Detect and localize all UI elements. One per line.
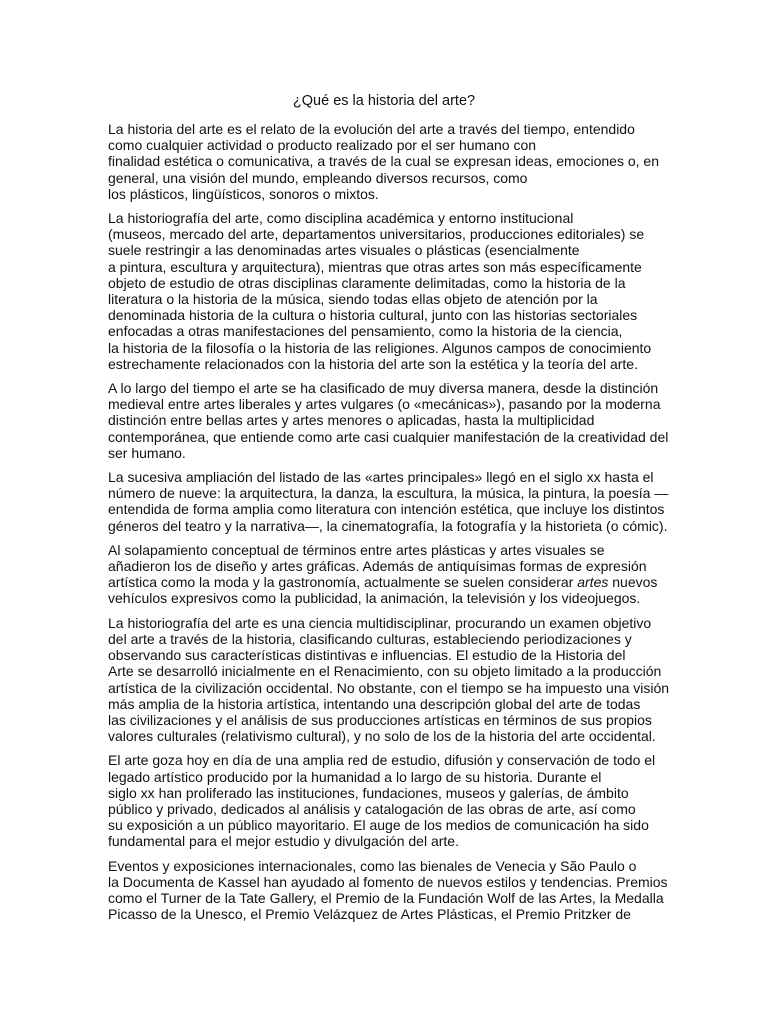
text-line: denominada historia de la cultura o historia cultural, junto con las historias sectoriales <box>108 307 638 324</box>
text-line: Arte se desarrolló inicialmente en el Renacimiento, con su objeto limitado a la producción <box>108 663 662 680</box>
text-line: las civilizaciones y el análisis de sus producciones artísticas en términos de sus propios <box>108 711 652 728</box>
text-line: La sucesiva ampliación del listado de las «artes principales» llegó en el siglo xx hasta el <box>108 469 654 486</box>
text-line: como cualquier actividad o producto realizado por el ser humano con <box>108 137 537 154</box>
text-line: ser humano. <box>108 444 186 461</box>
text-line: medieval entre artes liberales y artes vulgares (o «mecánicas»), pasando por la moderna <box>108 396 661 413</box>
paragraph <box>108 210 668 372</box>
text-line: Picasso de la Unesco, el Premio Velázquez de Artes Plásticas, el Premio Pritzker de <box>108 906 631 923</box>
text-line: literatura o la historia de la música, siendo todas ellas objeto de atención por la <box>108 291 598 308</box>
document-body <box>108 121 668 930</box>
paragraph <box>108 121 668 202</box>
text-line: La historia del arte es el relato de la evolución del arte a través del tiempo, entendido <box>108 121 635 137</box>
text-line: siglo xx han proliferado las instituciones, fundaciones, museos y galerías, de ámbito <box>108 784 629 801</box>
paragraph <box>108 469 668 534</box>
text-line: valores culturales (relativismo cultural), y no solo de los de la historia del arte occidental. <box>108 728 656 745</box>
text-line: suele restringir a las denominadas artes visuales o plásticas (esencialmente <box>108 242 580 259</box>
text-line: artística de la civilización occidental. No obstante, con el tiempo se ha impuesto una visión <box>108 679 670 696</box>
text-line: vehículos expresivos como la publicidad, la animación, la televisión y los videojuegos. <box>108 590 641 607</box>
paragraph <box>108 858 668 923</box>
text-line: Al solapamiento conceptual de términos entre artes plásticas y artes visuales se <box>108 541 605 558</box>
text-line: finalidad estética o comunicativa, a través de la cual se expresan ideas, emociones o, en <box>108 153 659 170</box>
text-line: (museos, mercado del arte, departamentos universitarios, producciones editoriales) se <box>108 226 645 243</box>
text-line: más amplia de la historia artística, intentando una descripción global del arte de todas <box>108 695 641 712</box>
text-line: objeto de estudio de otras disciplinas claramente delimitadas, como la historia de la <box>108 274 626 291</box>
paragraph <box>108 542 668 607</box>
text-line: añadieron los de diseño y artes gráficas. Además de antiquísimas formas de expresión <box>108 558 647 575</box>
document-title: ¿Qué es la historia del arte? <box>292 93 476 109</box>
text-line: estrechamente relacionados con la historia del arte son la estética y la teoría del arte. <box>108 355 638 372</box>
text-line: los plásticos, lingüísticos, sonoros o mixtos. <box>108 185 379 202</box>
text-line: su exposición a un público mayoritario. El auge de los medios de comunicación ha sido <box>108 817 649 834</box>
text-line: contemporánea, que entiende como arte casi cualquier manifestación de la creatividad del <box>108 428 669 445</box>
text-line: El arte goza hoy en día de una amplia red de estudio, difusión y conservación de todo el <box>108 752 656 769</box>
text-line: legado artístico producido por la humanidad a lo largo de su historia. Durante el <box>108 768 602 785</box>
text-line: La historiografía del arte, como disciplina académica y entorno institucional <box>108 210 574 227</box>
text-line: entendida de forma amplia como literatura con intención estética, que incluye los distintos <box>108 501 665 518</box>
text-line: Eventos y exposiciones internacionales, como las bienales de Venecia y São Paulo o <box>108 857 637 874</box>
text-line: a pintura, escultura y arquitectura), mientras que otras artes son más específicamente <box>108 258 642 275</box>
paragraph <box>108 615 668 745</box>
text-line: la Documenta de Kassel han ayudado al fomento de nuevos estilos y tendencias. Premios <box>108 873 668 890</box>
text-line: la historia de la filosofía o la historia de las religiones. Algunos campos de conocimiento <box>108 339 652 356</box>
paragraph <box>108 380 668 461</box>
text-line: observando sus características distintivas e influencias. El estudio de la Historia del <box>108 647 626 664</box>
text-line: A lo largo del tiempo el arte se ha clasificado de muy diversa manera, desde la distinción <box>108 380 659 397</box>
text-line: artística como la moda y la gastronomía, actualmente se suelen considerar artes nuevos <box>108 574 658 591</box>
text-line: enfocadas a otras manifestaciones del pensamiento, como la historia de la ciencia, <box>108 323 623 340</box>
text-line: del arte a través de la historia, clasificando culturas, estableciendo periodizaciones y <box>108 630 632 647</box>
text-line: general, una visión del mundo, empleando diversos recursos, como <box>108 169 528 186</box>
text-line: géneros del teatro y la narrativa—, la cinematografía, la fotografía y la historieta (o cómic). <box>108 517 668 534</box>
text-line: fundamental para el mejor estudio y divulgación del arte. <box>108 833 459 850</box>
text-line: La historiografía del arte es una ciencia multidisciplinar, procurando un examen objetivo <box>108 614 652 631</box>
paragraph <box>108 752 668 849</box>
text-line: como el Turner de la Tate Gallery, el Premio de la Fundación Wolf de las Artes, la Medalla <box>108 889 664 906</box>
text-line: distinción entre bellas artes y artes menores o aplicadas, hasta la multiplicidad <box>108 412 595 429</box>
text-line: número de nueve: la arquitectura, la danza, la escultura, la música, la pintura, la poesía — <box>108 485 669 502</box>
text-line: público y privado, dedicados al análisis y catalogación de las obras de arte, así como <box>108 800 636 817</box>
